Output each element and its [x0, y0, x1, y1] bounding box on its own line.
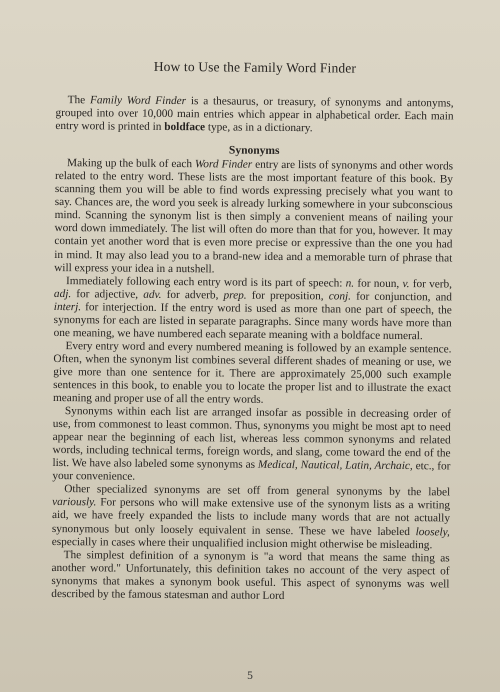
page-body	[51, 58, 454, 604]
page-title: How to Use the Family Word Finder	[153, 58, 357, 76]
body-paragraph	[55, 94, 453, 137]
text-run: Other specialized synonyms are set off from general synonyms by the label	[64, 483, 451, 499]
italic-text: variously.	[52, 496, 97, 509]
text-run: for verb,	[409, 277, 453, 291]
italic-text: Medical, Nautical, Latin, Archaic,	[257, 459, 413, 473]
italic-text: Word Finder	[194, 158, 253, 171]
italic-text: Family Word Finder	[89, 94, 187, 108]
italic-text: interj.	[53, 300, 82, 313]
body-paragraph	[54, 157, 453, 278]
italic-text: loosely,	[415, 525, 450, 538]
italic-text: prep.	[223, 289, 247, 302]
text-run: for preposition,	[246, 289, 329, 303]
italic-text: v.	[402, 277, 410, 290]
text-run: Synonyms within each list are arranged insofar as possible in decreasing order of use, from commonest to least common. Thus, synonyms you might be most apt to need appear near the beginning of each list, whereas less common synonyms and related words, including technical terms, foreign words, and slang, come toward the end of the list. We have also labeled some synonyms as	[52, 405, 451, 472]
page-number: 5	[247, 670, 253, 682]
text-run: The simplest definition of a synonym is "a word that means the same thing as another word." Unfortunately, this definition takes no account of the very aspect of synonyms that makes a synonym book useful. This aspect of synonyms was well described by the famous statesman and author Lord	[51, 548, 450, 602]
italic-text: adj.	[53, 287, 72, 300]
page-sections	[51, 94, 453, 604]
italic-text: conj.	[328, 290, 352, 303]
body-paragraph	[52, 405, 451, 487]
section-heading: Synonyms	[228, 144, 280, 158]
text-run: especially in cases where their unqualified inclusion might otherwise be misleading.	[51, 535, 433, 551]
text-run: for noun,	[354, 277, 403, 290]
bold-text: boldface	[164, 121, 206, 134]
text-run: etc., for your convenience.	[52, 460, 451, 484]
text-run: for adverb,	[161, 288, 224, 302]
text-run: for conjunction, and	[350, 290, 452, 304]
italic-text: n.	[345, 277, 355, 290]
text-run: entry are lists of synonyms and other words related to the entry word. These lists are the most important feature of this book. By scanning them you will be able to find words expressing precisely what you want to say. Chances are, the word you seek is already lurking somewhere in your subconscious mind. Scanning the synonym list is then simply a convenient means of nailing your word down immediately. The list will often do more than that for you, however. It may contain yet another word that is even more precise or expressive than the one you had in mind. It may also lead you to a brand-new idea and a memorable turn of phrase that will express your idea in a nutshell.	[54, 158, 454, 275]
italic-text: adv.	[143, 288, 162, 301]
text-run: The	[67, 94, 91, 107]
text-run: type, as in a dictionary.	[205, 121, 313, 135]
body-paragraph	[51, 549, 449, 605]
body-paragraph	[52, 483, 451, 552]
text-run: Making up the bulk of each	[67, 157, 195, 171]
text-run: for interjection. If the entry word is used as more than one part of speech, the synonyms for each are listed in separate paragraphs. Since many words have more than one meaning, we have numbered each separate meaning with a boldface numeral.	[53, 300, 452, 343]
text-run: for adjective,	[71, 287, 144, 301]
text-run: Immediately following each entry word is its part of speech:	[66, 274, 346, 290]
body-paragraph	[54, 275, 453, 344]
text-run: Every entry word and every numbered meaning is followed by an example sentence. Often, when the synonym list combines several different shades of meaning or use, we give more than one sentence for it. There are approximately 25,000 such example sentences in this book, to enable you to locate the proper list and to illustrate the exact meaning and proper use of all the entry words.	[52, 339, 452, 406]
text-run: For persons who will make extensive use of the synonym lists as a writing aid, we have freely expanded the lists to include many words that are not actually synonymous but only loosely equivalent in sense. These we have labeled	[51, 496, 451, 538]
body-paragraph	[53, 340, 452, 409]
text-run: is a thesaurus, or treasury, of synonyms and antonyms, grouped into over 10,000 main entries which appear in alphabetical order. Each main entry word is printed in	[55, 95, 454, 134]
